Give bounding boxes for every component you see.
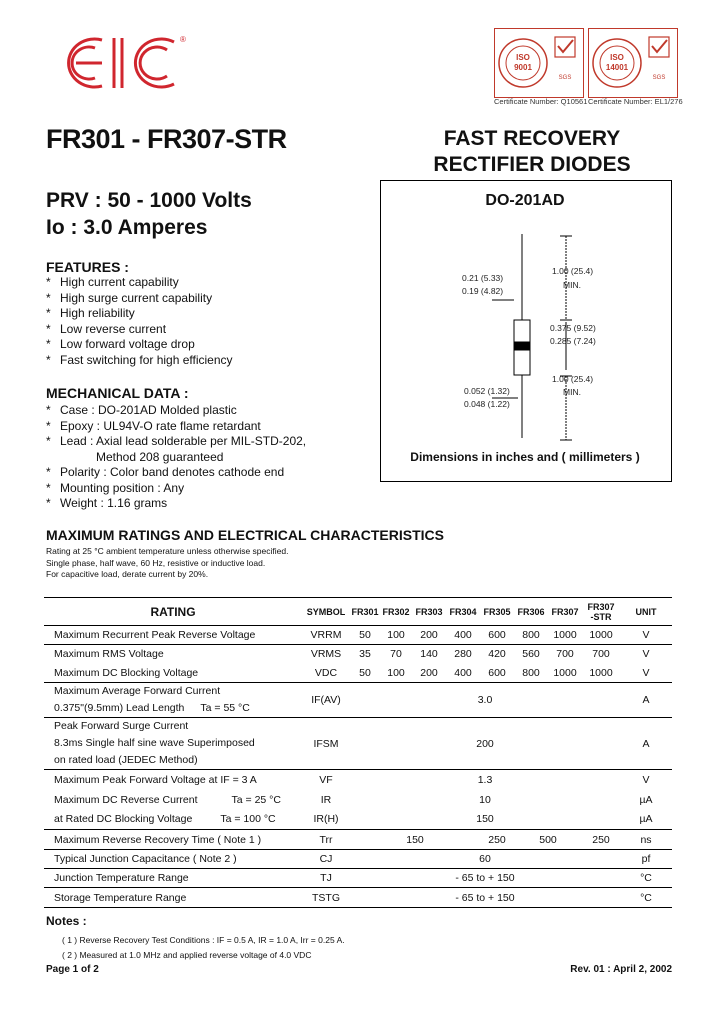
part-number-title: FR301 - FR307-STR — [46, 124, 287, 154]
device-title — [392, 126, 672, 178]
table-row: Maximum Peak Forward Voltage at IF = 3 A VF 1.3 V — [44, 770, 672, 790]
header-part: FR303 — [415, 606, 443, 617]
dim-wire-max: 0.052 (1.32) — [464, 386, 510, 396]
svg-text:SGS: SGS — [652, 75, 666, 81]
table-row: Storage Temperature Range TSTG - 65 to + 150 °C — [44, 888, 672, 908]
header-part: FR304 — [449, 606, 477, 617]
rating-conditions — [46, 546, 288, 581]
table-row: Junction Temperature Range TJ - 65 to + 150 °C — [44, 869, 672, 888]
svg-text:ISO: ISO — [516, 53, 530, 62]
package-name: DO-201AD — [485, 192, 565, 209]
list-item: * Mounting position : Any — [46, 480, 185, 495]
features-list — [46, 275, 233, 368]
list-item: * Lead : Axial lead solderable per MIL-STD-202, — [46, 434, 307, 448]
rating-condition: Rating at 25 °C ambient temperature unless otherwise specified. — [46, 546, 289, 556]
device-title-line1: FAST RECOVERY — [443, 127, 621, 150]
table-row: Maximum RMS Voltage VRMS 35 70 140 280 420 560 700 700 V — [44, 645, 672, 664]
revision-date: Rev. 01 : April 2, 2002 — [570, 964, 672, 975]
svg-text:14001: 14001 — [605, 63, 629, 72]
list-item: * Polarity : Color band denotes cathode end — [46, 465, 285, 479]
list-item: * Low reverse current — [46, 321, 167, 336]
header-part: FR302 — [382, 606, 410, 617]
header-part-str: FR307 -STR — [587, 601, 615, 622]
dim-diameter-min: 0.19 (4.82) — [462, 286, 504, 296]
ratings-summary — [46, 187, 252, 241]
svg-text:®: ® — [180, 35, 186, 44]
mechanical-heading: MECHANICAL DATA : — [46, 385, 189, 401]
ratings-table — [44, 597, 672, 908]
header-part: FR305 — [483, 606, 511, 617]
list-item: * Epoxy : UL94V-O rate flame retardant — [46, 418, 261, 433]
table-row: at Rated DC Blocking Voltage Ta = 100 °C IR(H) 150 µA — [54, 813, 653, 826]
note-item: ( 1 ) Reverse Recovery Test Conditions : IF = 0.5 A, IR = 1.0 A, Irr = 0.25 A. — [62, 935, 345, 945]
table-header-row — [44, 598, 672, 626]
table-row: Peak Forward Surge Current 8.3ms Single half sine wave Superimposed on rated load (JEDEC Method) IFSM 200 A — [44, 718, 672, 770]
iso14001-badge — [588, 28, 678, 98]
svg-text:SGS: SGS — [558, 75, 572, 81]
list-item: * High reliability — [46, 306, 135, 320]
notes-heading: Notes : — [46, 914, 87, 928]
rating-condition: For capacitive load, derate current by 20%. — [46, 569, 209, 579]
svg-text:9001: 9001 — [514, 63, 532, 72]
table-row: Maximum Recurrent Peak Reverse Voltage VRRM 50 100 200 400 600 800 1000 1000 V — [44, 626, 672, 645]
dim-wire-min: 0.048 (1.22) — [464, 399, 510, 409]
list-item: * High surge current capability — [46, 290, 213, 305]
page-number: Page 1 of 2 — [46, 964, 99, 975]
header-rating: RATING — [150, 604, 196, 619]
header-unit: UNIT — [635, 606, 657, 617]
features-heading: FEATURES : — [46, 259, 129, 275]
mechanical-list — [46, 403, 306, 512]
iso9001-badge — [494, 28, 584, 98]
note-item: ( 2 ) Measured at 1.0 MHz and applied reverse voltage of 4.0 VDC — [62, 950, 312, 960]
list-item: * Fast switching for high efficiency — [46, 352, 233, 367]
list-item: Method 208 guaranteed — [96, 449, 224, 464]
prv-rating: PRV : 50 - 1000 Volts — [46, 189, 252, 212]
device-title-line2: RECTIFIER DIODES — [433, 153, 631, 176]
eic-logo — [62, 28, 192, 98]
rating-condition: Single phase, half wave, 60 Hz, resistive or inductive load. — [46, 557, 266, 568]
io-rating: Io : 3.0 Amperes — [46, 216, 208, 239]
dim-lead-top-min: MIN. — [563, 280, 581, 290]
dim-lead-bottom: 1.00 (25.4) — [552, 374, 594, 384]
list-item: * Weight : 1.16 grams — [46, 496, 168, 510]
table-row: Maximum Average Forward Current 0.375"(9.5mm) Lead Length Ta = 55 °C IF(AV) 3.0 A — [44, 683, 672, 718]
list-item: * Low forward voltage drop — [46, 337, 195, 351]
dim-body-min: 0.285 (7.24) — [550, 336, 596, 346]
dim-body-max: 0.375 (9.52) — [550, 323, 596, 333]
table-row: Maximum DC Blocking Voltage VDC 50 100 200 400 600 800 1000 1000 V — [54, 666, 650, 679]
notes-list — [62, 933, 345, 963]
dim-diameter-max: 0.21 (5.33) — [462, 273, 504, 283]
table-row: Maximum Reverse Recovery Time ( Note 1 ) Trr 150 250 500 250 ns — [44, 830, 672, 850]
package-drawing — [380, 220, 670, 445]
header-part: FR307 — [551, 606, 579, 617]
table-row: Typical Junction Capacitance ( Note 2 ) CJ 60 pf — [44, 850, 672, 869]
package-caption: Dimensions in inches and ( millimeters ) — [410, 450, 640, 464]
cert-number-1: Certificate Number: Q10561 — [494, 97, 588, 106]
header-part: FR301 — [351, 606, 379, 617]
dim-lead-top: 1.00 (25.4) — [552, 266, 594, 276]
cert-number-2: Certificate Number: EL1/276 — [588, 97, 683, 106]
list-item: * Case : DO-201AD Molded plastic — [46, 403, 237, 417]
header-part: FR306 — [517, 606, 545, 617]
ratings-title: MAXIMUM RATINGS AND ELECTRICAL CHARACTERISTICS — [46, 527, 444, 543]
header-symbol: SYMBOL — [306, 606, 346, 617]
svg-text:ISO: ISO — [610, 53, 624, 62]
table-row: Maximum DC Reverse Current Ta = 25 °C IR 10 µA — [54, 793, 653, 806]
list-item: * High current capability — [46, 275, 179, 289]
dim-lead-bottom-min: MIN. — [563, 387, 581, 397]
